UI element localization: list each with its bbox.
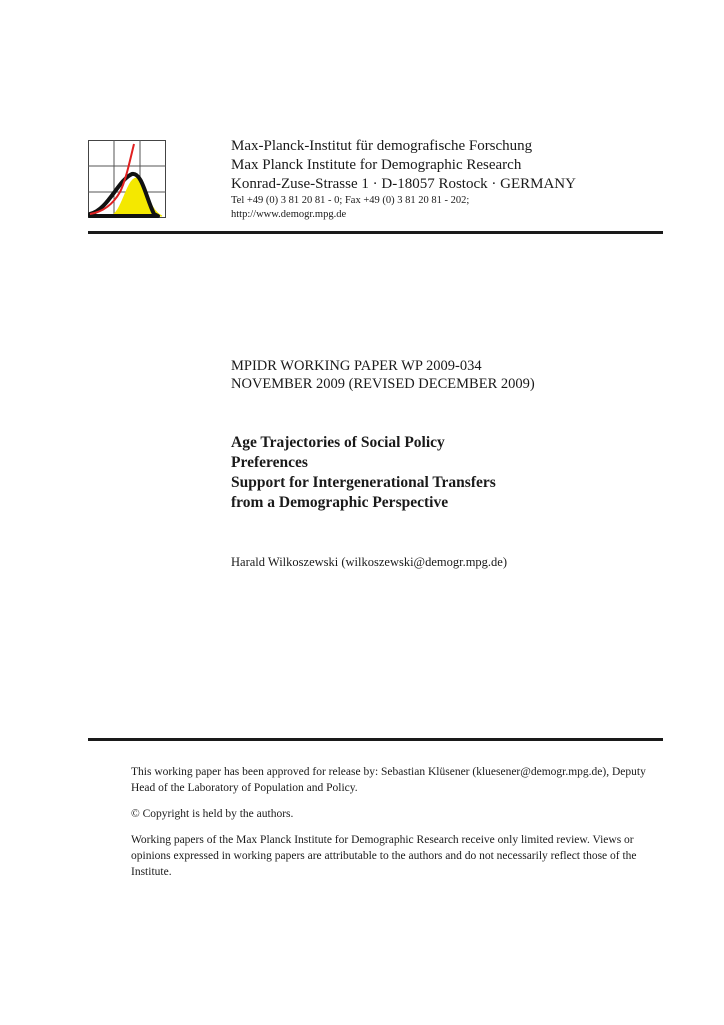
footer-divider	[88, 738, 663, 741]
institute-logo	[88, 140, 166, 218]
institute-address: Konrad-Zuse-Strasse 1 · D-18057 Rostock · GERMANY	[231, 176, 576, 192]
working-paper-info	[231, 357, 535, 393]
working-paper-date: NOVEMBER 2009 (REVISED DECEMBER 2009)	[231, 376, 535, 392]
header-divider	[88, 231, 663, 234]
institute-address-block	[231, 137, 671, 222]
institute-name-english: Max Planck Institute for Demographic Research	[231, 157, 522, 173]
institute-website: http://www.demogr.mpg.de	[231, 209, 347, 220]
working-paper-number: MPIDR WORKING PAPER WP 2009-034	[231, 358, 482, 374]
approval-note: This working paper has been approved for release by: Sebastian Klüsener (kluesener@demogr.mpg.de), Deputy Head of the Laboratory of Population and Policy.	[131, 766, 646, 794]
demographic-curves-logo-icon	[88, 140, 166, 218]
paper-author: Harald Wilkoszewski (wilkoszewski@demogr.mpg.de)	[231, 555, 508, 569]
footer-notes	[131, 764, 671, 890]
institute-phone-fax: Tel +49 (0) 3 81 20 81 - 0; Fax +49 (0) 3 81 20 81 - 202;	[231, 195, 470, 206]
copyright-note: © Copyright is held by the authors.	[131, 808, 294, 820]
paper-subtitle-line-1: Support for Intergenerational Transfers	[231, 474, 496, 491]
paper-title-line-2: Preferences	[231, 454, 308, 471]
paper-subtitle-line-2: from a Demographic Perspective	[231, 494, 449, 511]
paper-title-block	[231, 433, 651, 513]
institute-name-german: Max-Planck-Institut für demografische Forschung	[231, 138, 533, 154]
disclaimer-note: Working papers of the Max Planck Institute for Demographic Research receive only limited review. Views or opinions expressed in working papers are attributable to the authors and do not necessarily reflect those of the Institute.	[131, 834, 637, 878]
paper-title-line-1: Age Trajectories of Social Policy	[231, 434, 445, 451]
